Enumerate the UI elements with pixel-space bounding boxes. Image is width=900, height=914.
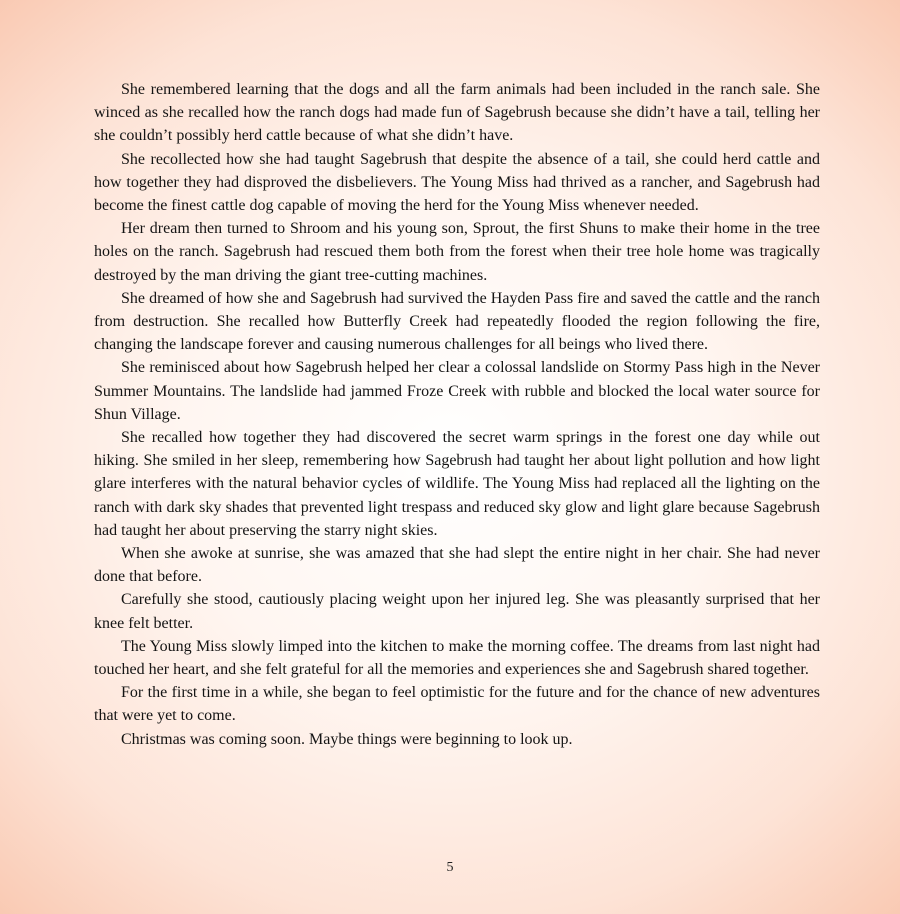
- paragraph: She remembered learning that the dogs and all the farm animals had been included in the ranch sale. She winced as she recalled how the ranch dogs had made fun of Sagebrush because she didn’t have a tail, telling her she couldn’t possibly herd cattle because of what she didn’t have.: [94, 81, 820, 145]
- paragraph: For the first time in a while, she began to feel optimistic for the future and for the chance of new adventures that were yet to come.: [94, 684, 820, 725]
- paragraph: When she awoke at sunrise, she was amazed that she had slept the entire night in her chair. She had never done that before.: [94, 545, 820, 586]
- paragraph: Carefully she stood, cautiously placing weight upon her injured leg. She was pleasantly surprised that her knee felt better.: [94, 591, 820, 632]
- paragraph: She recollected how she had taught Sagebrush that despite the absence of a tail, she could herd cattle and how together they had disproved the disbelievers. The Young Miss had thrived as a rancher, and Sagebrush had become the finest cattle dog capable of moving the herd for the Young Miss whenever needed.: [94, 150, 820, 215]
- paragraph: She reminisced about how Sagebrush helped her clear a colossal landslide on Stormy Pass high in the Never Summer Mountains. The landslide had jammed Froze Creek with rubble and blocked the local water source for Shun Village.: [94, 359, 820, 423]
- page-number: 5: [446, 860, 454, 875]
- paragraph: She dreamed of how she and Sagebrush had survived the Hayden Pass fire and saved the cattle and the ranch from destruction. She recalled how Butterfly Creek had repeatedly flooded the region following the fire, changing the landscape forever and causing numerous challenges for all beings who lived there.: [94, 289, 820, 354]
- paragraph: Her dream then turned to Shroom and his young son, Sprout, the first Shuns to make their home in the tree holes on the ranch. Sagebrush had rescued them both from the forest when their tree hole home was tragically destroyed by the man driving the giant tree-cutting machines.: [94, 220, 820, 284]
- story-text: [94, 78, 820, 751]
- paragraph: She recalled how together they had discovered the secret warm springs in the forest one day while out hiking. She smiled in her sleep, remembering how Sagebrush had taught her about light pollution and how light glare interferes with the natural behavior cycles of wildlife. The Young Miss had replaced all the lighting on the ranch with dark sky shades that prevented light trespass and reduced sky glow and light glare because Sagebrush had taught her about preserving the starry night skies.: [94, 429, 820, 539]
- paragraph: The Young Miss slowly limped into the kitchen to make the morning coffee. The dreams from last night had touched her heart, and she felt grateful for all the memories and experiences she and Sagebrush shared together.: [94, 637, 820, 679]
- paragraph: Christmas was coming soon. Maybe things were beginning to look up.: [121, 730, 573, 748]
- page-body: [94, 78, 820, 751]
